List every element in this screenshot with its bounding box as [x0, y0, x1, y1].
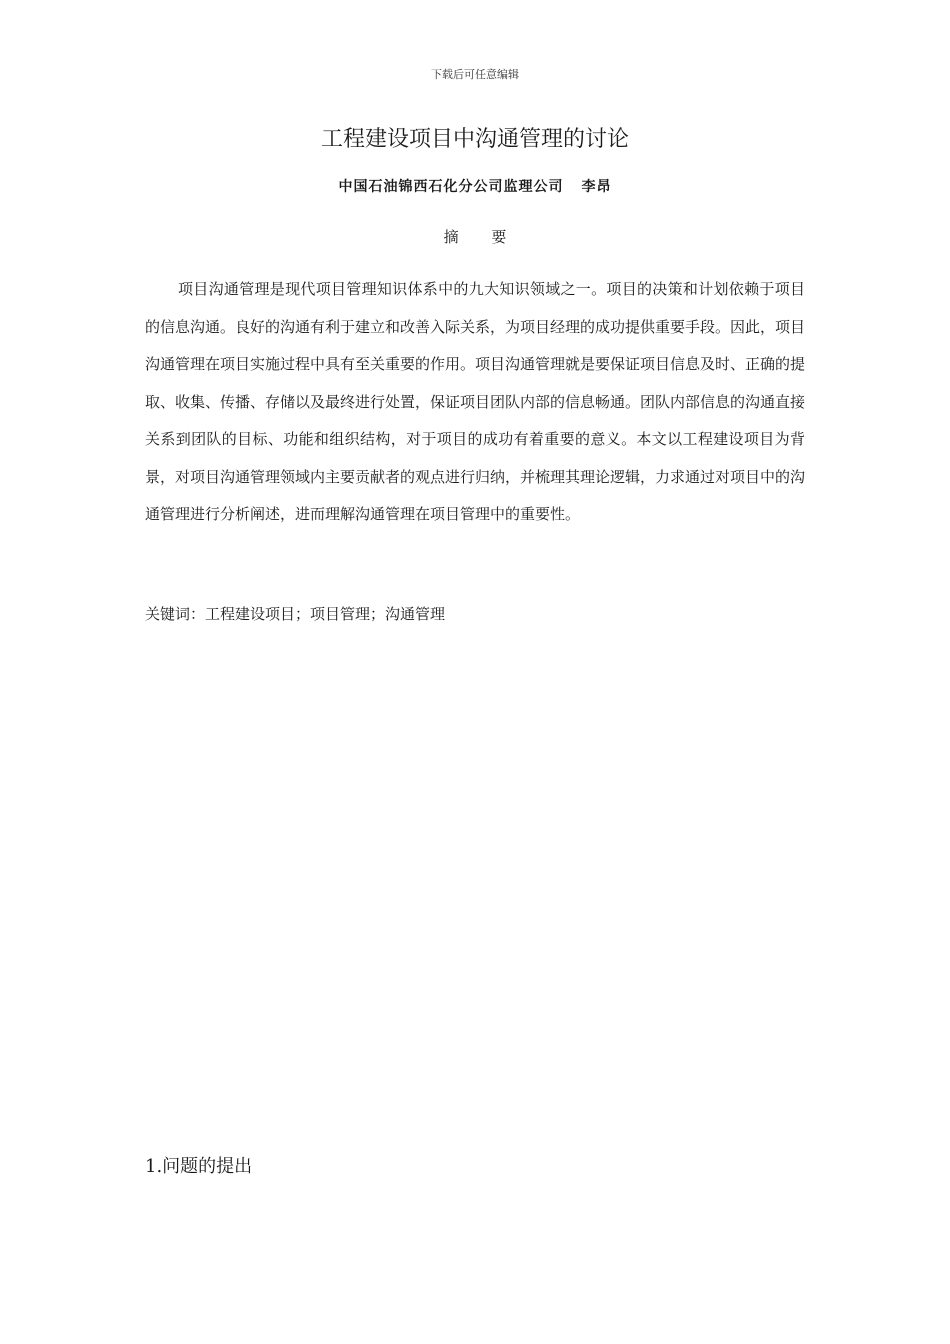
author-name: 李昂 [581, 179, 612, 195]
author-line [0, 176, 950, 196]
document-title: 工程建设项目中沟通管理的讨论 [320, 127, 629, 152]
header-note: 下载后可任意编辑 [431, 68, 519, 81]
abstract-paragraph: 项目沟通管理是现代项目管理知识体系中的九大知识领域之一。项目的决策和计划依赖于项目的信息沟通。良好的沟通有利于建立和改善入际关系，为项目经理的成功提供重要手段。因此，项目沟通管理在项目实施过程中具有至关重要的作用。项目沟通管理就是要保证项目信息及时、正确的提取、收集、传播、存储以及最终进行处置，保证项目团队内部的信息畅通。团队内部信息的沟通直接关系到团队的目标、功能和组织结构，对于项目的成功有着重要的意义。本文以工程建设项目为背景，对项目沟通管理领域内主要贡献者的观点进行归纳，并梳理其理论逻辑，力求通过对项目中的沟通管理进行分析阐述，进而理解沟通管理在项目管理中的重要性。 [145, 280, 806, 523]
section-heading: 1.问题的提出 [145, 1156, 253, 1177]
abstract-heading: 摘 要 [443, 228, 521, 246]
keywords-line: 关键词：工程建设项目；项目管理；沟通管理 [145, 605, 446, 623]
author-affiliation: 中国石油锦西石化分公司监理公司 [338, 179, 564, 195]
